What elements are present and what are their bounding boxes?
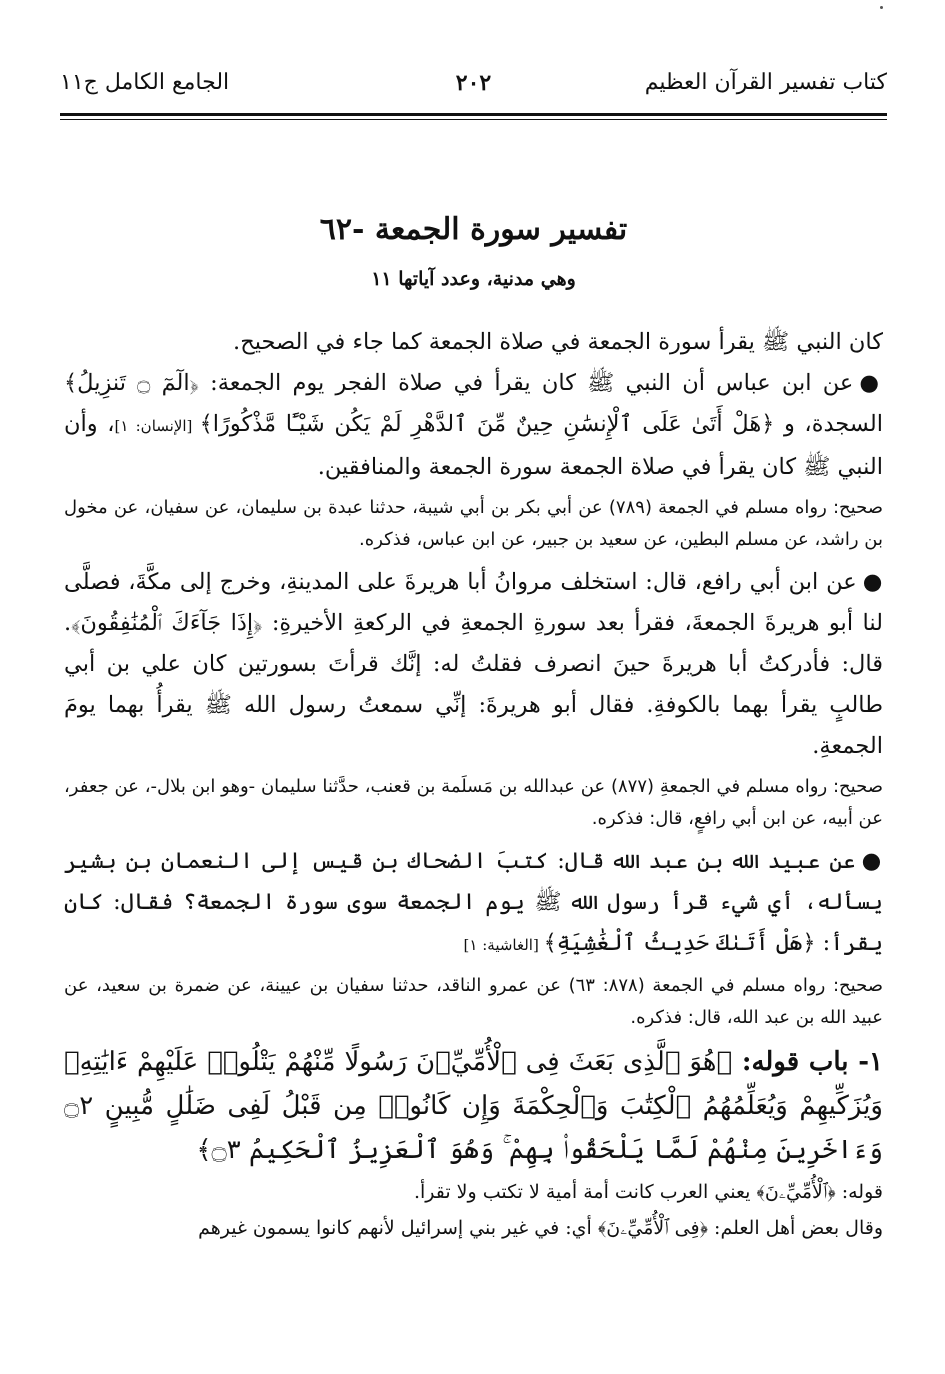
verse-reference: [الغاشية: ١] [463,936,544,954]
hadith-paragraph-1 [64,363,883,488]
page-number: ٢٠٢ [455,70,492,96]
header-rule-thick [60,113,887,116]
commentary-text: قوله: [835,1181,883,1203]
header-book-title: كتاب تفسير القرآن العظيم [644,70,887,95]
bullet-marker: ● [859,370,884,396]
commentary-text: يعني العرب كانت أمة أمية لا تكتب ولا تقرأ. [413,1181,757,1203]
hadith-text: عن ابن عباس أن النبي ﷺ كان يقرأ في صلاة الفجر يوم الجمعة: [198,370,854,396]
scan-speck [880,6,883,9]
hadith-paragraph-2 [64,562,883,767]
chapter-label: ١- باب قوله: [732,1047,883,1077]
commentary-line-1 [64,1174,883,1210]
hadith-paragraph-3 [64,841,883,966]
bullet-marker: ● [861,848,884,874]
header-volume: الجامع الكامل ج١١ [60,70,230,95]
verse-reference: [الإنسان: ١] [114,417,200,435]
quran-quote: ﴿ٱلْأُمِّيِّۦنَ﴾ [756,1181,836,1203]
takhrij-note-3: صحيح: رواه مسلم في الجمعة (٨٧٨: ٦٣) عن عمرو الناقد، حدثنا سفيان بن عيينة، عن ضمرة بن سعيد، عن عبيد الله بن عبد الله، قال: فذكره. [64,975,883,1028]
hadith-text: . قال: فأدركتُ أبا هريرةَ حينَ انصرف فقلتُ له: إنَّك قرأتَ بسورتين كان علي بن أبي طالبٍ يقرأ بهما بالكوفةِ. فقال أبو هريرةَ: إنِّي سمعتُ رسول الله ﷺ يقرأُ بهما يومَ الجمعةِ. [64,610,883,759]
commentary-text: أي: في غير بني إسرائيل لأنهم كانوا يسمون غيرهم [198,1217,598,1239]
quran-quote: ﴿هَلْ أَتَىٰ عَلَى ٱلْإِنسَٰنِ حِينٌ مِّنَ ٱلدَّهْرِ لَمْ يَكُن شَيْـًٔا مَّذْكُورًا﴾ [199,411,775,437]
bullet-marker: ● [862,569,883,595]
quran-quote: ﴿هَلْ أَتَىٰكَ حَدِيثُ ٱلْغَٰشِيَةِ﴾ [543,930,816,956]
quran-quote: ﴿فِى ٱلْأُمِّيِّۦنَ﴾ [597,1217,708,1239]
quran-quote: ﴿إِذَا جَآءَكَ ٱلْمُنَٰفِقُونَ﴾ [71,610,263,636]
page-body [64,322,883,1246]
hadith-text: ، وأن النبي ﷺ كان يقرأ في صلاة الجمعة سورة الجمعة والمنافقين. [64,411,883,480]
surah-subtitle: وهي مدنية، وعدد آياتها ١١ [371,268,576,290]
quran-quote: ﴿الٓمٓ ۝ تَنزِيلُ﴾ [64,370,199,396]
hadith-text: عن ابن أبي رافع، قال: استخلف مروانُ أبا هريرةَ على المدينةِ، وخرج إلى مكَّةَ، فصلَّى لنا أبو هريرةَ الجمعةَ، فقرأ بعد سورةِ الجمعةِ في الركعةِ الأخيرةِ: [64,569,883,636]
hadith-text: عن عبيد الله بن عبد الله قال: كتبَ الضحاك بن قيس إلى النعمان بن بشير يسأله، أي شيء قرأ رسول الله ﷺ يوم الجمعة سوى سورة الجمعة؟ فقال: كان يقرأ: [64,848,883,956]
commentary-line-2 [64,1210,883,1246]
takhrij-note-2: صحيح: رواه مسلم في الجمعةِ (٨٧٧) عن عبدالله بن مَسلَمة بن قعنب، حدَّثنا سليمان -وهو ابن بلال-، عن جعفر، عن أبيه، عن ابن أبي رافعٍ، قال: فذكره. [64,776,883,829]
header-rule-thin [60,119,887,120]
surah-title: تفسير سورة الجمعة -٦٢ [319,212,628,247]
takhrij-note-1: صحيح: رواه مسلم في الجمعة (٧٨٩) عن أبي بكر بن أبي شيبة، حدثنا عبدة بن سليمان، عن سفيان، عن مخول بن راشد، عن مسلم البطين، عن سعيد بن جبير، عن ابن عباس، فذكره. [64,497,883,550]
quran-quote: ﴿هُوَ ٱلَّذِى بَعَثَ فِى ٱلْأُمِّيِّۦنَ رَسُولًا مِّنْهُمْ يَتْلُوا۟ عَلَيْهِمْ ءَايَٰتِهِۦ وَيُزَكِّيهِمْ وَيُعَلِّمُهُمُ ٱلْكِتَٰبَ وَٱلْحِكْمَةَ وَإِن كَانُوا۟ مِن قَبْلُ لَفِى ضَلَٰلٍ مُّبِينٍ ۝٢ وَءَاخَرِينَ مِنْهُمْ لَمَّا يَلْحَقُوا۟ بِهِمْ ۚ وَهُوَ ٱلْعَزِيزُ ٱلْحَكِيمُ ۝٣﴾ [64,1047,883,1165]
hadith-text: السجدة، و [774,411,883,437]
running-header [60,62,887,102]
chapter-heading [64,1040,883,1172]
intro-paragraph: كان النبي ﷺ يقرأ سورة الجمعة في صلاة الجمعة كما جاء في الصحيح. [233,329,883,355]
commentary-text: وقال بعض أهل العلم: [708,1217,883,1239]
